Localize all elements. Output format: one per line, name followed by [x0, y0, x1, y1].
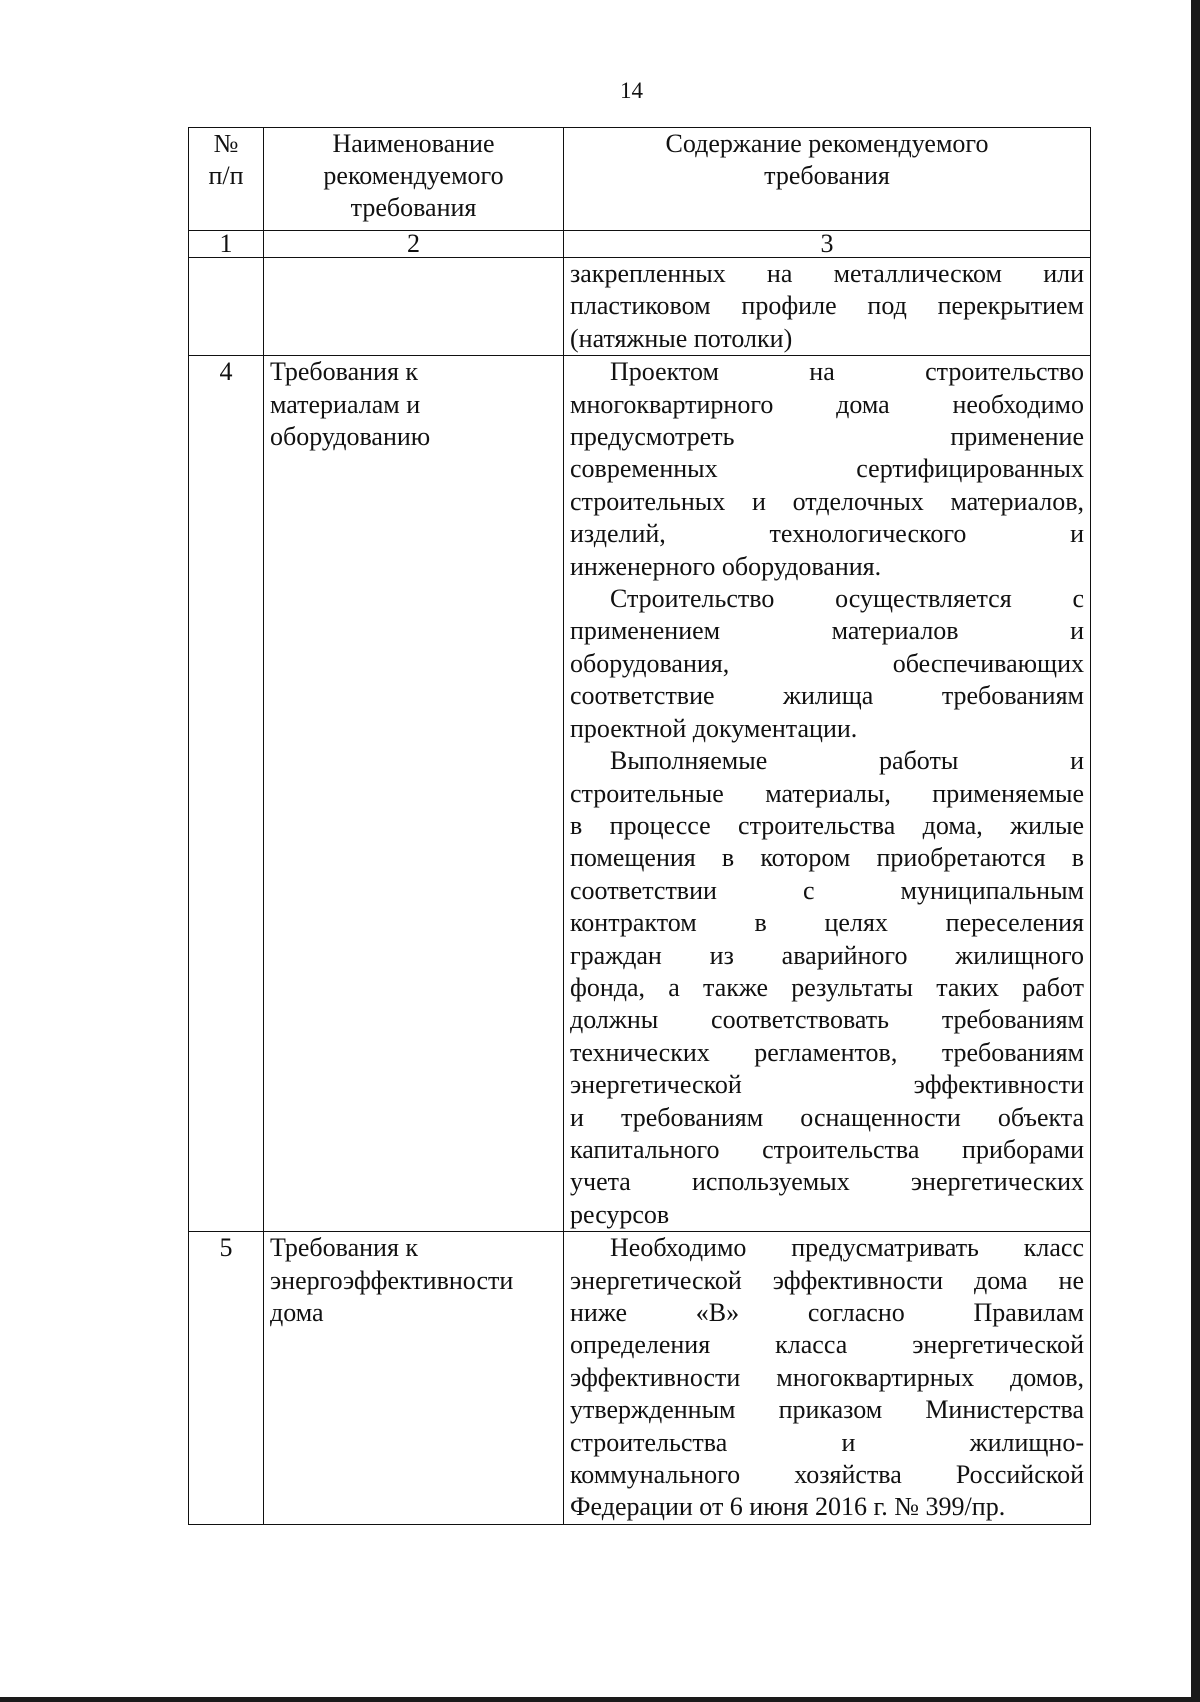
scan-edge-right — [1191, 0, 1200, 1702]
content-line: Необходимо предусматривать класс — [610, 1233, 1084, 1263]
content-line: учета используемых энергетических — [570, 1167, 1084, 1197]
name-line: энергоэффективности — [270, 1265, 514, 1295]
content-line: предусмотреть применение — [570, 422, 1084, 452]
name-line: Требования к — [270, 1233, 419, 1263]
content-line: энергетической эффективности — [570, 1070, 1084, 1100]
content-line: и требованиям оснащенности объекта — [570, 1102, 1084, 1132]
content-line: утвержденным приказом Министерства — [570, 1395, 1084, 1425]
content-line: пластиковом профиле под перекрытием — [570, 291, 1084, 321]
content-line: ресурсов — [570, 1199, 670, 1229]
content-line: современных сертифицированных — [570, 454, 1084, 484]
table-row — [189, 356, 1091, 1232]
content-line: оборудования, обеспечивающих — [570, 648, 1084, 678]
header-line: требования — [350, 193, 477, 222]
content-line: строительства и жилищно- — [570, 1427, 1084, 1457]
content-line: технических регламентов, требованиям — [570, 1037, 1084, 1067]
content-line: контрактом в целях переселения — [570, 908, 1084, 938]
content-line: изделий, технологического и — [570, 519, 1084, 549]
column-number-row — [189, 231, 1091, 258]
content-line: коммунального хозяйства Российской — [570, 1460, 1084, 1490]
header-content — [564, 128, 1091, 231]
row-number: 5 — [189, 1232, 264, 1525]
name-line: материалам и — [270, 389, 421, 419]
row-content — [564, 1232, 1091, 1525]
table-header-row — [189, 128, 1091, 231]
content-line: проектной документации. — [570, 713, 858, 743]
content-line: энергетической эффективности дома не — [570, 1265, 1084, 1295]
content-line: эффективности многоквартирных домов, — [570, 1362, 1084, 1392]
header-line: № — [213, 129, 239, 158]
table-row — [189, 258, 1091, 356]
content-line: помещения в котором приобретаются в — [570, 843, 1084, 873]
content-line: (натяжные потолки) — [570, 323, 793, 353]
header-number — [189, 128, 264, 231]
content-line: инженерного оборудования. — [570, 551, 882, 581]
content-line: фонда, а также результаты таких работ — [570, 972, 1084, 1002]
column-number: 1 — [189, 231, 264, 258]
row-name — [264, 1232, 564, 1525]
header-line: требования — [764, 161, 890, 190]
name-line: оборудованию — [270, 422, 431, 452]
header-name — [264, 128, 564, 231]
content-line: закрепленных на металлическом или — [570, 259, 1084, 288]
row-number — [189, 258, 264, 356]
content-line: должны соответствовать требованиям — [570, 1005, 1084, 1035]
header-line: п/п — [208, 161, 244, 190]
content-line: капитального строительства приборами — [570, 1134, 1084, 1164]
content-line: определения класса энергетической — [570, 1330, 1084, 1360]
content-line: соответствии с муниципальным — [570, 875, 1084, 905]
row-name — [264, 258, 564, 356]
content-line: многоквартирного дома необходимо — [570, 389, 1084, 419]
content-line: применением материалов и — [570, 616, 1084, 646]
content-line: Строительство осуществляется с — [610, 584, 1084, 614]
content-line: Выполняемые работы и — [610, 746, 1084, 776]
content-line: Проектом на строительство — [610, 357, 1084, 387]
header-line: Наименование — [332, 129, 495, 158]
content-line: строительные материалы, применяемые — [570, 778, 1084, 808]
content-line: строительных и отделочных материалов, — [570, 486, 1084, 516]
requirements-table — [188, 127, 1091, 1525]
header-line: рекомендуемого — [323, 161, 504, 190]
content-line: соответствие жилища требованиям — [570, 681, 1084, 711]
row-number: 4 — [189, 356, 264, 1232]
header-line: Содержание рекомендуемого — [665, 129, 989, 158]
name-line: Требования к — [270, 357, 419, 387]
content-line: в процессе строительства дома, жилые — [570, 810, 1084, 840]
content-line: ниже «В» согласно Правилам — [570, 1298, 1084, 1327]
name-line: дома — [270, 1298, 324, 1327]
content-line: граждан из аварийного жилищного — [570, 940, 1084, 970]
row-name — [264, 356, 564, 1232]
content-line: Федерации от 6 июня 2016 г. № 399/пр. — [570, 1492, 1006, 1522]
table-row — [189, 1232, 1091, 1525]
column-number: 2 — [264, 231, 564, 258]
scan-edge-bottom — [0, 1697, 1200, 1702]
page-number: 14 — [620, 78, 643, 103]
column-number: 3 — [564, 231, 1091, 258]
row-content — [564, 356, 1091, 1232]
row-content — [564, 258, 1091, 356]
